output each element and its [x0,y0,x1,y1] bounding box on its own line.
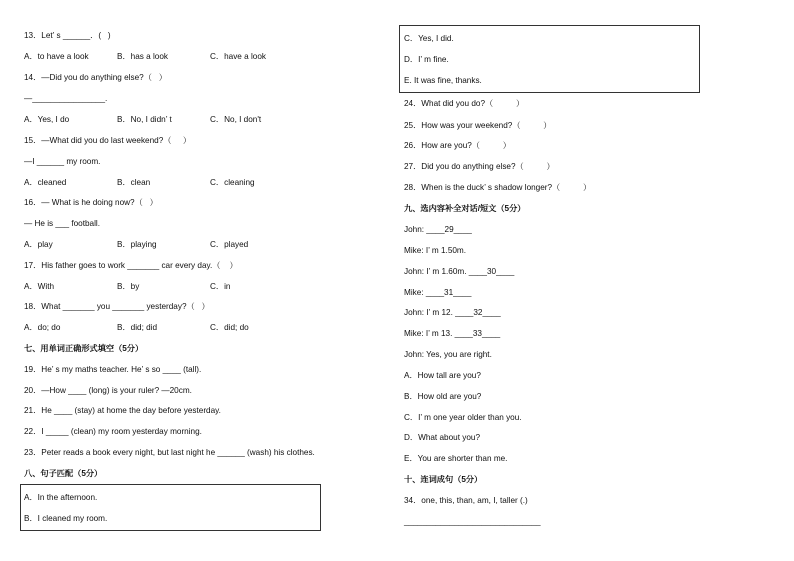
q16-stem: 16．— What is he doing now?（ ） [24,198,158,207]
q16-option-b: B．playing [117,240,157,249]
q27: 27．Did you do anything else?（ ） [404,162,555,171]
q15-stem: 15．—What did you do last weekend?（ ） [24,136,192,145]
q18-option-c: C．did; do [210,323,249,332]
q20: 20．—How ____ (long) is your ruler? —20cm. [24,386,192,395]
dialogue-option-a: A．How tall are you? [404,371,481,380]
q16-option-c: C．played [210,240,249,249]
match-option-d: D．I’ m fine. [404,55,449,64]
dialogue-option-c: C．I’ m one year older than you. [404,413,522,422]
match-option-e: E. It was fine, thanks. [404,76,482,85]
q14-stem: 14．—Did you do anything else?（ ） [24,73,167,82]
q26: 26．How are you?（ ） [404,141,511,150]
q13-stem: 13．Let’ s ______．( ) [24,31,111,40]
match-option-b: B．I cleaned my room. [24,514,108,523]
q34-answer-line: ______________________________ [404,517,541,526]
q13-option-c: C．have a look [210,52,266,61]
q34: 34．one, this, than, am, I, taller (.) [404,496,528,505]
match-option-c: C．Yes, I did. [404,34,454,43]
q15-option-c: C．cleaning [210,178,255,187]
q15-option-b: B．clean [117,178,151,187]
match-option-a: A．In the afternoon. [24,493,98,502]
q28: 28．When is the duck’ s shadow longer?（ ） [404,183,592,192]
q14-blank-line: —________________. [24,94,108,103]
q17-option-b: B．by [117,282,140,291]
q18-stem: 18．What _______ you _______ yesterday?（ ） [24,302,210,311]
q23: 23．Peter reads a book every night, but last night he ______ (wash) his clothes. [24,448,315,457]
dialogue-option-b: B．How old are you? [404,392,482,401]
q14-option-a: A．Yes, I do [24,115,70,124]
dialogue-option-d: D．What about you? [404,433,481,442]
dialogue-line-33: Mike: I’ m 13. ____33____ [404,329,501,338]
dialogue-option-e: E．You are shorter than me. [404,454,508,463]
dialogue-line-29: John: ____29____ [404,225,472,234]
dialogue-line-32: John: I’ m 12. ____32____ [404,308,501,317]
q17-option-a: A．With [24,282,55,291]
dialogue-line-31: Mike: ____31____ [404,288,472,297]
q18-option-a: A．do; do [24,323,61,332]
q17-option-c: C．in [210,282,231,291]
section-10-heading: 十、连词成句（5分） [404,475,483,484]
q25: 25．How was your weekend?（ ） [404,121,552,130]
q13-option-b: B．has a look [117,52,168,61]
q13-option-a: A．to have a look [24,52,89,61]
q18-option-b: B．did; did [117,323,158,332]
q16-line: — He is ___ football. [24,219,101,228]
q17-stem: 17．His father goes to work _______ car every day.（ ） [24,261,238,270]
dialogue-line-30: John: I’ m 1.60m. ____30____ [404,267,515,276]
q21: 21．He ____ (stay) at home the day before yesterday. [24,406,221,415]
q14-option-b: B．No, I didn’ t [117,115,172,124]
q16-option-a: A．play [24,240,53,249]
q22: 22．I _____ (clean) my room yesterday morning. [24,427,202,436]
q15-line: —I ______ my room. [24,157,101,166]
q19: 19．He’ s my maths teacher. He’ s so ____ (tall). [24,365,202,374]
dialogue-line-john-final: John: Yes, you are right. [404,350,492,359]
q24: 24．What did you do?（ ） [404,99,525,108]
section-8-heading: 八、句子匹配（5分） [24,469,103,478]
section-7-heading: 七、用单词正确形式填空（5分） [24,344,144,353]
q14-option-c: C．No, I don't [210,115,262,124]
section-9-heading: 九、选内容补全对话/短文（5分） [404,204,526,213]
q15-option-a: A．cleaned [24,178,67,187]
dialogue-line-mike-1: Mike: I’ m 1.50m. [404,246,467,255]
